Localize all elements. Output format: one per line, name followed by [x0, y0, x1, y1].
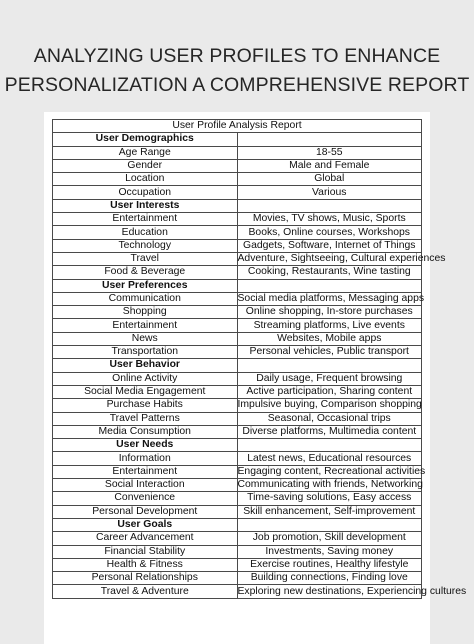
attribute-label: Education — [53, 226, 238, 239]
attribute-label: Location — [53, 173, 238, 186]
attribute-value: Websites, Mobile apps — [237, 332, 422, 345]
table-row — [53, 226, 422, 239]
section-header-row — [53, 279, 422, 292]
section-header-row — [53, 359, 422, 372]
attribute-label: Financial Stability — [53, 545, 238, 558]
section-value — [237, 199, 422, 212]
attribute-value: Time-saving solutions, Easy access — [237, 492, 422, 505]
attribute-label: Social Interaction — [53, 479, 238, 492]
table-row — [53, 585, 422, 598]
table-row — [53, 213, 422, 226]
attribute-value: Investments, Saving money — [237, 545, 422, 558]
profile-analysis-table — [52, 119, 467, 599]
attribute-label: Social Media Engagement — [53, 385, 238, 398]
table-row — [53, 399, 422, 412]
table-row — [53, 545, 422, 558]
table-row — [53, 159, 422, 172]
attribute-label: Health & Fitness — [53, 558, 238, 571]
attribute-value: Exercise routines, Healthy lifestyle — [237, 558, 422, 571]
table-row — [53, 385, 422, 398]
attribute-value: Daily usage, Frequent browsing — [237, 372, 422, 385]
attribute-value: Movies, TV shows, Music, Sports — [237, 213, 422, 226]
attribute-value: 18-55 — [237, 146, 422, 159]
attribute-label: Entertainment — [53, 319, 238, 332]
attribute-value: Job promotion, Skill development — [237, 532, 422, 545]
attribute-label: Convenience — [53, 492, 238, 505]
section-label: User Preferences — [53, 279, 238, 292]
section-label: User Demographics — [53, 133, 238, 146]
table-row — [53, 412, 422, 425]
section-label: User Needs — [53, 439, 238, 452]
attribute-label: Information — [53, 452, 238, 465]
attribute-label: Media Consumption — [53, 425, 238, 438]
section-value — [237, 439, 422, 452]
table-row — [53, 306, 422, 319]
table-row — [53, 252, 422, 265]
attribute-value: Impulsive buying, Comparison shopping — [237, 399, 422, 411]
attribute-label: Travel Patterns — [53, 412, 238, 425]
attribute-label: Food & Beverage — [53, 266, 238, 279]
section-label: User Goals — [53, 518, 238, 531]
table-row — [53, 266, 422, 279]
attribute-value: Communicating with friends, Networking — [237, 479, 423, 491]
table-row — [53, 332, 422, 345]
attribute-label: Travel & Adventure — [53, 585, 238, 598]
attribute-value: Building connections, Finding love — [237, 572, 422, 585]
section-header-row — [53, 439, 422, 452]
attribute-label: Travel — [53, 252, 238, 265]
table-row — [53, 492, 422, 505]
attribute-label: Personal Relationships — [53, 572, 238, 585]
table-row — [53, 572, 422, 585]
attribute-label: Occupation — [53, 186, 238, 199]
section-value — [237, 359, 422, 372]
attribute-label: Age Range — [53, 146, 238, 159]
attribute-value: Latest news, Educational resources — [237, 452, 422, 465]
attribute-value: Books, Online courses, Workshops — [237, 226, 422, 239]
section-value — [237, 518, 422, 531]
attribute-label: Personal Development — [53, 505, 238, 518]
attribute-label: Career Advancement — [53, 532, 238, 545]
attribute-label: News — [53, 332, 238, 345]
table-row — [53, 425, 422, 438]
attribute-label: Technology — [53, 239, 238, 252]
table-row — [53, 319, 422, 332]
section-label: User Behavior — [53, 359, 238, 372]
section-value — [237, 133, 422, 146]
table-title: User Profile Analysis Report — [53, 120, 422, 133]
report-sheet — [44, 112, 467, 644]
attribute-value: Personal vehicles, Public transport — [237, 346, 422, 359]
attribute-value: Skill enhancement, Self-improvement — [237, 505, 422, 518]
page-title-line-1: ANALYZING USER PROFILES TO ENHANCE — [33, 45, 441, 67]
table-row — [53, 186, 422, 199]
attribute-value: Seasonal, Occasional trips — [237, 412, 422, 425]
attribute-label: Gender — [53, 159, 238, 172]
attribute-label: Communication — [53, 292, 238, 305]
table-row — [53, 532, 422, 545]
attribute-value: Global — [237, 173, 422, 186]
attribute-value: Exploring new destinations, Experiencing cultures — [237, 585, 467, 597]
table-row — [53, 239, 422, 252]
attribute-value: Active participation, Sharing content — [237, 385, 422, 398]
section-header-row — [53, 518, 422, 531]
attribute-value: Various — [237, 186, 422, 199]
table-row — [53, 558, 422, 571]
table-row — [53, 292, 422, 305]
attribute-value: Male and Female — [237, 159, 422, 172]
table-title-row — [53, 120, 422, 133]
table-row — [53, 465, 422, 478]
section-value — [237, 279, 422, 292]
section-header-row — [53, 199, 422, 212]
attribute-label: Transportation — [53, 346, 238, 359]
page-title — [0, 42, 474, 100]
attribute-value: Gadgets, Software, Internet of Things — [237, 239, 422, 252]
section-label: User Interests — [53, 199, 238, 212]
attribute-label: Entertainment — [53, 213, 238, 226]
attribute-value: Adventure, Sightseeing, Cultural experiences — [237, 253, 446, 265]
attribute-label: Online Activity — [53, 372, 238, 385]
attribute-value: Engaging content, Recreational activities — [237, 465, 426, 477]
attribute-value: Diverse platforms, Multimedia content — [237, 425, 422, 438]
table-row — [53, 173, 422, 186]
attribute-label: Shopping — [53, 306, 238, 319]
table-row — [53, 372, 422, 385]
table-row — [53, 479, 422, 492]
table-row — [53, 452, 422, 465]
table-row — [53, 505, 422, 518]
section-header-row — [53, 133, 422, 146]
attribute-value: Streaming platforms, Live events — [237, 319, 422, 332]
attribute-label: Purchase Habits — [53, 399, 238, 412]
attribute-label: Entertainment — [53, 465, 238, 478]
page-title-line-2: PERSONALIZATION A COMPREHENSIVE REPORT — [4, 74, 470, 96]
attribute-value: Social media platforms, Messaging apps — [237, 293, 425, 304]
table-row — [53, 146, 422, 159]
attribute-value: Cooking, Restaurants, Wine tasting — [237, 266, 422, 279]
table-row — [53, 346, 422, 359]
attribute-value: Online shopping, In-store purchases — [237, 306, 422, 319]
